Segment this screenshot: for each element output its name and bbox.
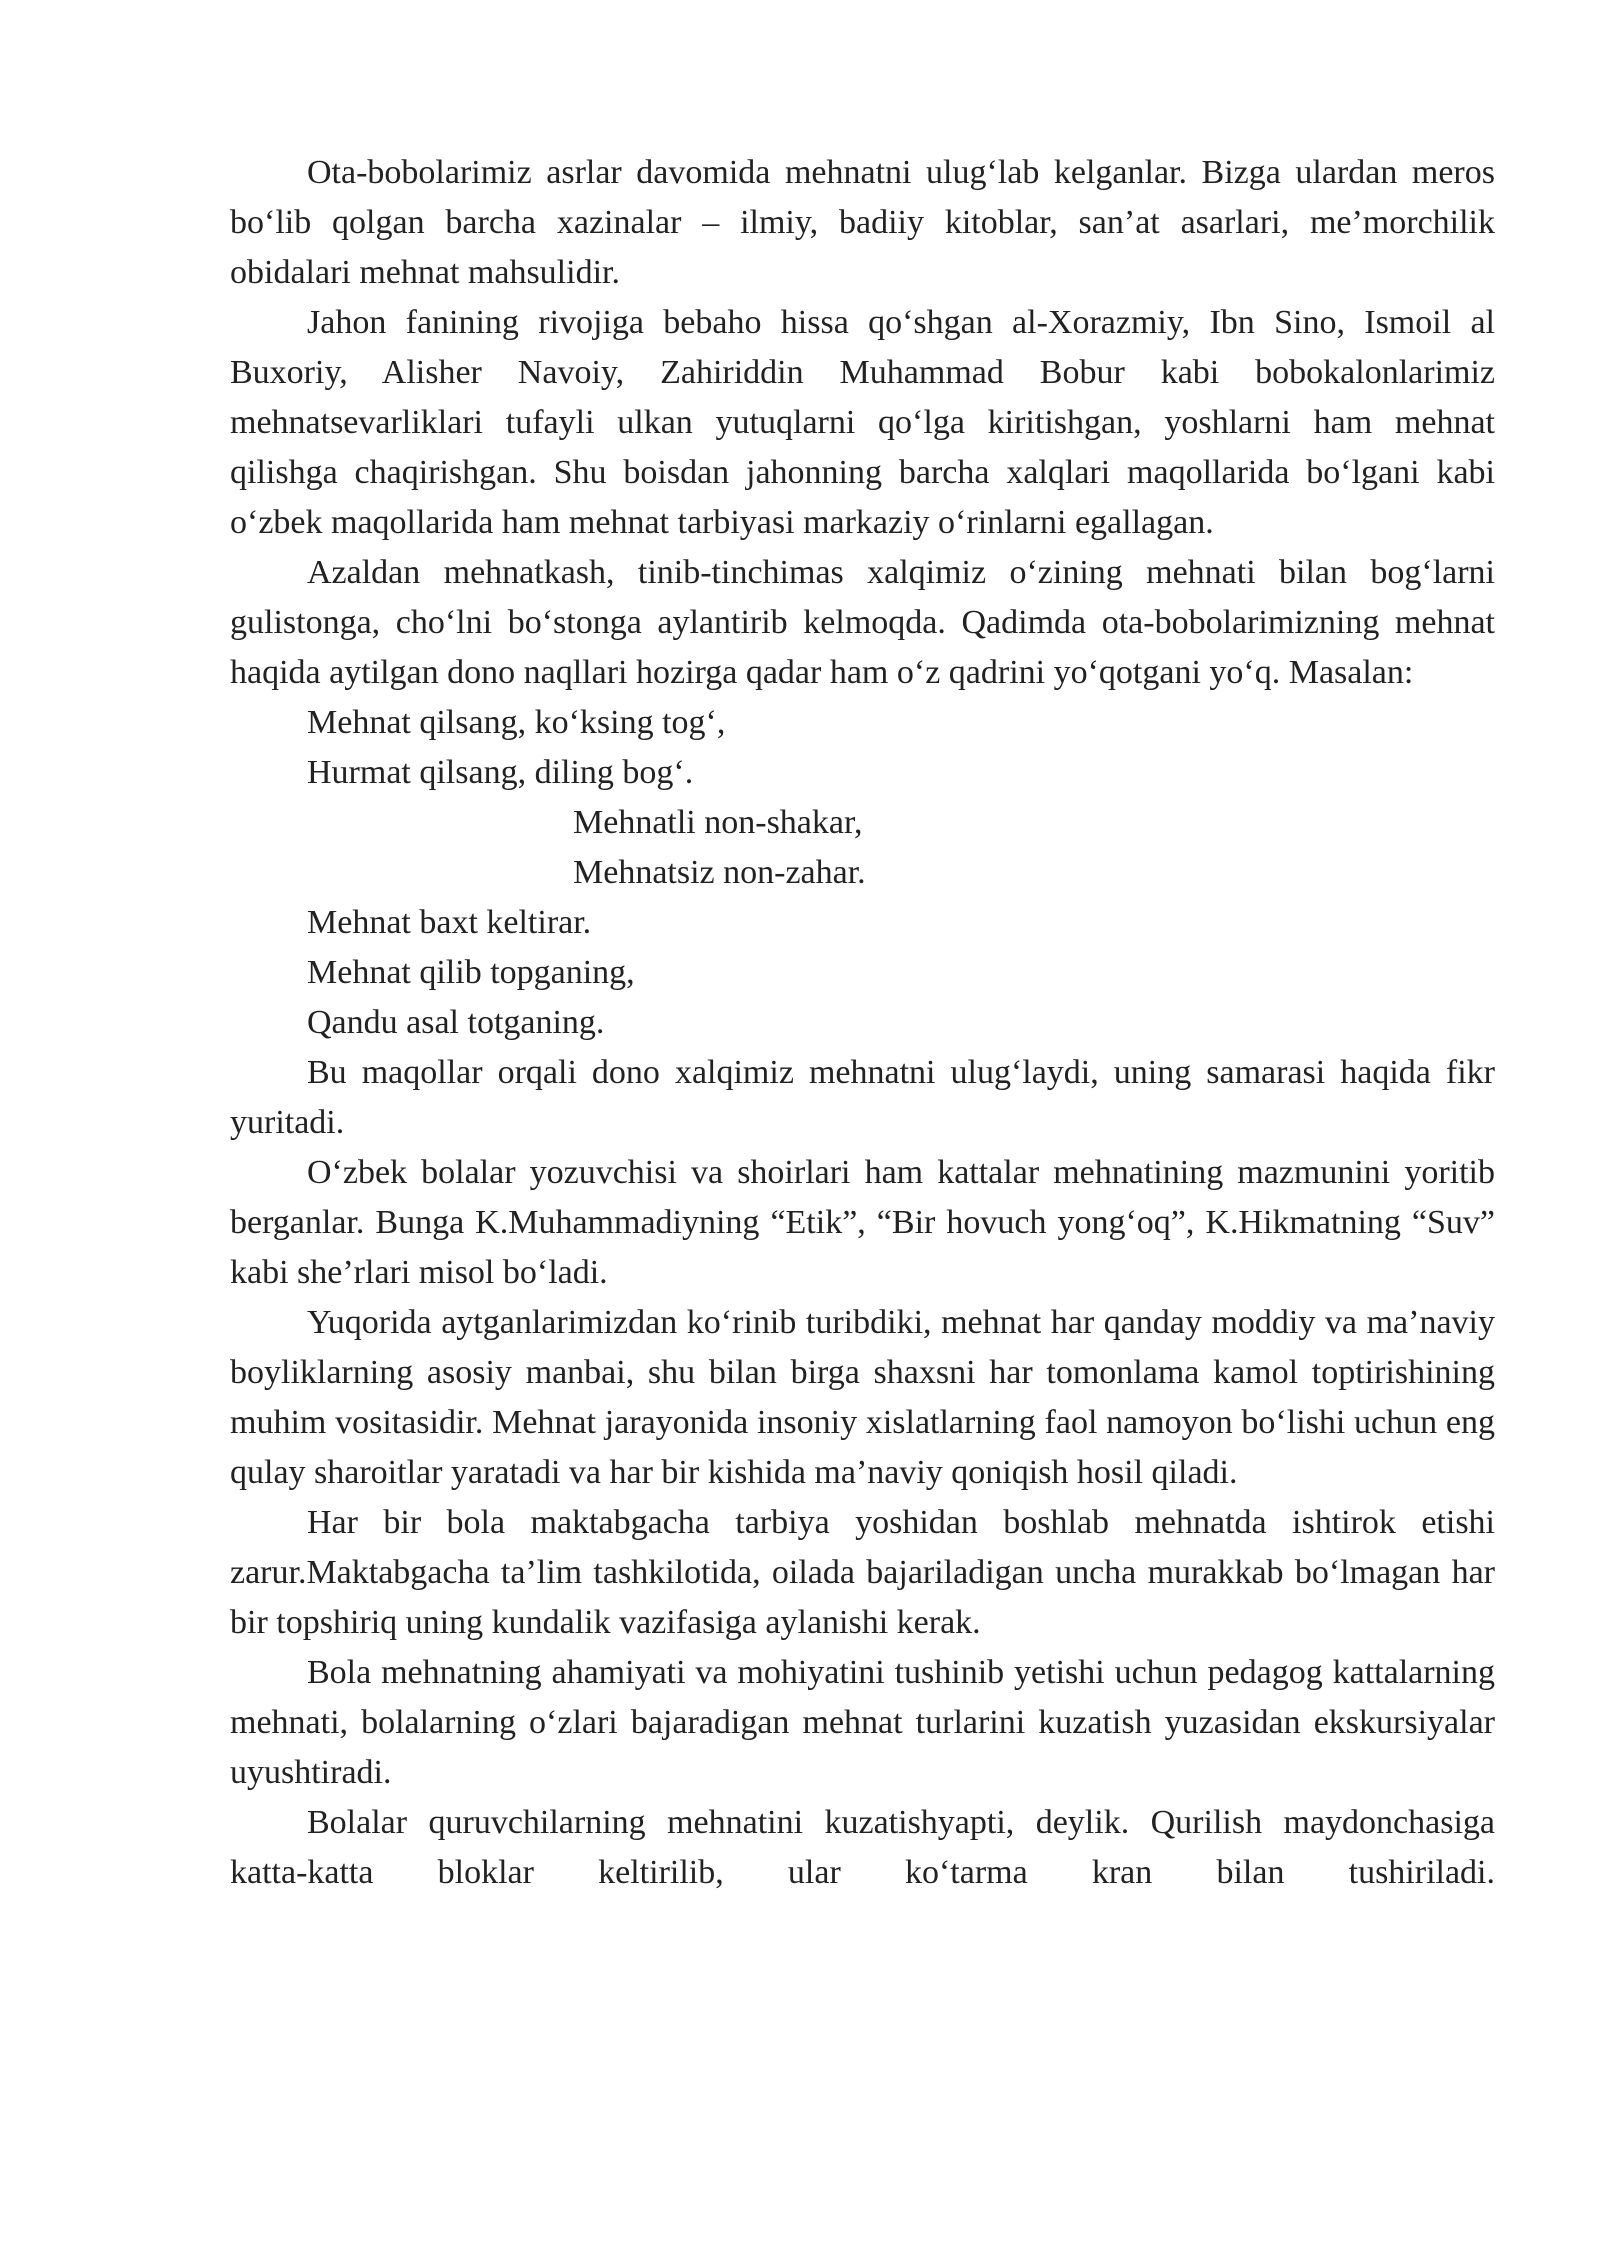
paragraph: Bola mehnatning ahamiyati va mohiyatini tushinib yetishi uchun pedagog kattalarning mehnati, bolalarning o‘zlari bajaradigan mehnat turlarini kuzatish yuzasidan ekskursiyalar uyushtiradi. [230,1654,1495,1791]
proverb-line: Qandu asal totganing. [307,1004,605,1041]
proverb-line: Hurmat qilsang, diling bog‘. [307,754,694,791]
paragraph: O‘zbek bolalar yozuvchisi va shoirlari ham kattalar mehnatining mazmunini yoritib berganlar. Bunga K.Muhammadiyning “Etik”, “Bir hovuch yong‘oq”, K.Hikmatning “Suv” kabi she’rlari misol bo‘ladi. [230,1154,1495,1291]
paragraph: Ota-bobolarimiz asrlar davomida mehnatni ulug‘lab kelganlar. Bizga ulardan meros bo‘lib qolgan barcha xazinalar – ilmiy, badiiy kitoblar, san’at asarlari, me’morchilik obidalari mehnat mahsulidir. [230,154,1495,291]
paragraph: Har bir bola maktabgacha tarbiya yoshidan boshlab mehnatda ishtirok etishi zarur.Maktabgacha ta’lim tashkilotida, oilada bajariladigan uncha murakkab bo‘lmagan har bir topshiriq uning kundalik vazifasiga aylanishi kerak. [230,1504,1495,1641]
paragraph: Bolalar quruvchilarning mehnatini kuzatishyapti, deylik. Qurilish maydonchasiga katta-katta bloklar keltirilib, ular ko‘tarma kran bilan tushiriladi. [230,1804,1495,1891]
proverb-line: Mehnat qilsang, ko‘ksing tog‘, [307,704,726,741]
paragraph: Yuqorida aytganlarimizdan ko‘rinib turibdiki, mehnat har qanday moddiy va ma’naviy boyliklarning asosiy manbai, shu bilan birga shaxsni har tomonlama kamol toptirishining muhim vositasidir. Mehnat jarayonida insoniy xislatlarning faol namoyon bo‘lishi uchun eng qulay sharoitlar yaratadi va har bir kishida ma’naviy qoniqish hosil qiladi. [230,1304,1495,1491]
proverb-line: Mehnatli non-shakar, [573,804,863,841]
paragraph: Azaldan mehnatkash, tinib-tinchimas xalqimiz o‘zining mehnati bilan bog‘larni gulistonga, cho‘lni bo‘stonga aylantirib kelmoqda. Qadimda ota-bobolarimizning mehnat haqida aytilgan dono naqllari hozirga qadar ham o‘z qadrini yo‘qotgani yo‘q. Masalan: [230,554,1495,691]
paragraph: Bu maqollar orqali dono xalqimiz mehnatni ulug‘laydi, uning samarasi haqida fikr yuritadi. [230,1054,1495,1141]
proverb-line: Mehnat qilib topganing, [307,954,635,991]
document-page [230,148,1495,1898]
proverb-line: Mehnatsiz non-zahar. [573,854,866,891]
paragraph: Jahon fanining rivojiga bebaho hissa qo‘shgan al-Xorazmiy, Ibn Sino, Ismoil al Buxoriy, Alisher Navoiy, Zahiriddin Muhammad Bobur kabi bobokalonlarimiz mehnatsevarliklari tufayli ulkan yutuqlarni qo‘lga kiritishgan, yoshlarni ham mehnat qilishga chaqirishgan. Shu boisdan jahonning barcha xalqlari maqollarida bo‘lgani kabi o‘zbek maqollarida ham mehnat tarbiyasi markaziy o‘rinlarni egallagan. [230,304,1495,541]
proverb-line: Mehnat baxt keltirar. [307,904,592,941]
